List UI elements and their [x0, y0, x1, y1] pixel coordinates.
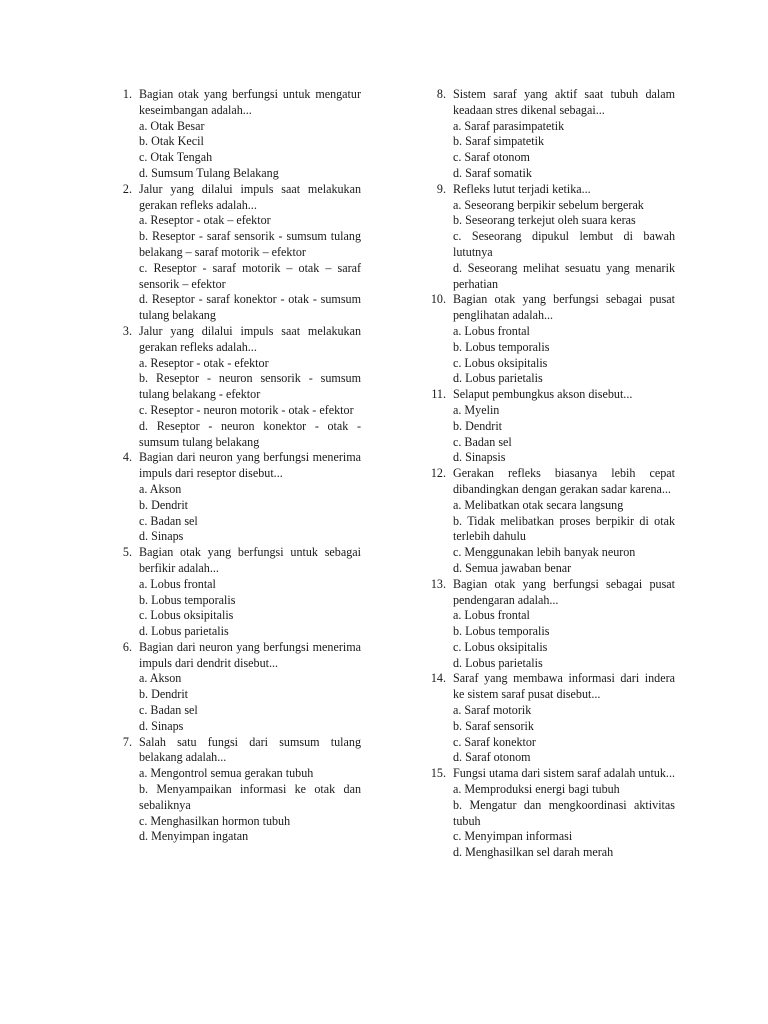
answer-option: a. Otak Besar: [139, 118, 205, 133]
left-question-column: [109, 87, 361, 845]
answer-option: d. Semua jawaban benar: [453, 560, 572, 575]
answer-option: b. Lobus temporalis: [139, 592, 236, 607]
question-number: 7.: [122, 734, 132, 749]
question-number: 1.: [122, 87, 132, 101]
answer-option: a. Memproduksi energi bagi tubuh: [453, 782, 620, 797]
question-number: 8.: [436, 87, 446, 101]
answer-option: d. Sinaps: [139, 718, 184, 733]
question-text: Jalur yang dilalui impuls saat melakukan gerakan refleks adalah...: [139, 181, 361, 212]
answer-option: a. Saraf motorik: [453, 703, 532, 718]
question-item: [423, 387, 675, 466]
question-number: 2.: [122, 181, 132, 196]
answer-option: b. Lobus temporalis: [453, 339, 550, 354]
answer-option: d. Sinaps: [139, 529, 184, 544]
answer-option: c. Reseptor - saraf motorik – otak – saraf sensorik – efektor: [139, 260, 361, 291]
question-number: 13.: [430, 576, 446, 591]
answer-option: c. Seseorang dipukul lembut di bawah lututnya: [453, 229, 675, 259]
answer-option: c. Lobus oksipitalis: [139, 608, 234, 623]
question-text: Gerakan refleks biasanya lebih cepat dibandingkan dengan gerakan sadar karena...: [453, 466, 675, 496]
answer-option: c. Saraf otonom: [453, 150, 530, 165]
answer-option: c. Badan sel: [139, 513, 198, 528]
question-text: Refleks lutut terjadi ketika...: [453, 181, 591, 196]
answer-option: b. Menyampaikan informasi ke otak dan sebaliknya: [139, 782, 361, 812]
question-number: 12.: [430, 466, 446, 481]
question-text: Selaput pembungkus akson disebut...: [453, 387, 633, 402]
question-item: [109, 640, 361, 735]
answer-option: d. Menyimpan ingatan: [139, 829, 249, 844]
answer-option: b. Saraf sensorik: [453, 718, 534, 733]
answer-option: b. Otak Kecil: [139, 134, 204, 149]
question-text: Bagian otak yang berfungsi untuk sebagai berfikir adalah...: [139, 545, 361, 575]
answer-option: c. Reseptor - neuron motorik - otak - efektor: [139, 402, 354, 417]
answer-option: c. Lobus oksipitalis: [453, 355, 548, 370]
answer-option: a. Reseptor - otak - efektor: [139, 355, 269, 370]
answer-option: b. Dendrit: [139, 687, 189, 702]
question-text: Bagian otak yang berfungsi sebagai pusat penglihatan adalah...: [453, 292, 675, 323]
answer-option: d. Saraf somatik: [453, 165, 532, 180]
question-item: [423, 766, 675, 861]
question-text: Bagian dari neuron yang berfungsi menerima impuls dari reseptor disebut...: [139, 450, 361, 481]
answer-option: a. Lobus frontal: [453, 608, 530, 623]
answer-option: a. Reseptor - otak – efektor: [139, 213, 271, 228]
question-item: [109, 735, 361, 846]
question-item: [423, 292, 675, 387]
question-text: Bagian otak yang berfungsi sebagai pusat pendengaran adalah...: [453, 576, 675, 607]
question-text: Salah satu fungsi dari sumsum tulang belakang adalah...: [139, 734, 361, 765]
question-item: [109, 182, 361, 324]
answer-option: a. Melibatkan otak secara langsung: [453, 497, 624, 512]
answer-option: d. Lobus parietalis: [453, 655, 543, 670]
question-item: [109, 324, 361, 450]
answer-option: a. Lobus frontal: [139, 576, 216, 591]
answer-option: d. Sumsum Tulang Belakang: [139, 165, 279, 180]
question-text: Saraf yang membawa informasi dari indera ke sistem saraf pusat disebut...: [453, 671, 675, 702]
answer-option: b. Dendrit: [453, 418, 503, 433]
answer-option: c. Menyimpan informasi: [453, 829, 573, 844]
answer-option: c. Otak Tengah: [139, 150, 213, 165]
question-number: 9.: [436, 181, 446, 196]
answer-option: d. Sinapsis: [453, 450, 506, 465]
answer-option: c. Saraf konektor: [453, 734, 536, 749]
question-number: 3.: [122, 323, 132, 338]
right-question-column: [423, 87, 675, 861]
answer-option: a. Lobus frontal: [453, 323, 530, 338]
question-number: 15.: [430, 766, 446, 781]
answer-option: d. Lobus parietalis: [453, 371, 543, 386]
answer-option: c. Lobus oksipitalis: [453, 639, 548, 654]
answer-option: b. Dendrit: [139, 497, 189, 512]
answer-option: d. Seseorang melihat sesuatu yang menarik perhatian: [453, 260, 675, 291]
question-item: [423, 182, 675, 293]
question-number: 10.: [430, 292, 446, 307]
answer-option: c. Menghasilkan hormon tubuh: [139, 813, 291, 828]
answer-option: b. Tidak melibatkan proses berpikir di otak terlebih dahulu: [453, 513, 675, 544]
answer-option: a. Mengontrol semua gerakan tubuh: [139, 766, 314, 781]
question-item: [423, 671, 675, 766]
question-item: [423, 577, 675, 672]
answer-option: d. Menghasilkan sel darah merah: [453, 845, 614, 860]
question-number: 11.: [431, 387, 446, 402]
question-item: [423, 87, 675, 182]
question-item: [109, 450, 361, 545]
question-text: Sistem saraf yang aktif saat tubuh dalam keadaan stres dikenal sebagai...: [453, 87, 675, 117]
question-item: [109, 87, 361, 182]
answer-option: c. Menggunakan lebih banyak neuron: [453, 545, 636, 560]
answer-option: c. Badan sel: [453, 434, 512, 449]
question-item: [109, 545, 361, 640]
question-number: 4.: [122, 450, 132, 465]
question-item: [423, 466, 675, 577]
question-number: 14.: [430, 671, 446, 686]
question-text: Jalur yang dilalui impuls saat melakukan gerakan refleks adalah...: [139, 323, 361, 354]
answer-option: d. Lobus parietalis: [139, 624, 229, 639]
answer-option: a. Myelin: [453, 402, 500, 417]
answer-option: b. Lobus temporalis: [453, 624, 550, 639]
question-text: Fungsi utama dari sistem saraf adalah untuk...: [453, 766, 676, 781]
answer-option: b. Saraf simpatetik: [453, 134, 545, 149]
answer-option: b. Reseptor - neuron sensorik - sumsum tulang belakang - efektor: [139, 371, 361, 402]
answer-option: a. Akson: [139, 671, 182, 686]
answer-option: c. Badan sel: [139, 703, 198, 718]
question-number: 5.: [122, 545, 132, 560]
answer-option: b. Seseorang terkejut oleh suara keras: [453, 213, 636, 228]
answer-option: d. Reseptor - neuron konektor - otak - sumsum tulang belakang: [139, 418, 361, 449]
answer-option: b. Reseptor - saraf sensorik - sumsum tulang belakang – saraf motorik – efektor: [139, 229, 361, 259]
answer-option: d. Saraf otonom: [453, 750, 531, 765]
question-number: 6.: [122, 639, 132, 654]
answer-option: a. Seseorang berpikir sebelum bergerak: [453, 197, 644, 212]
answer-option: a. Saraf parasimpatetik: [453, 118, 565, 133]
answer-option: a. Akson: [139, 481, 182, 496]
answer-option: d. Reseptor - saraf konektor - otak - sumsum tulang belakang: [139, 292, 361, 323]
answer-option: b. Mengatur dan mengkoordinasi aktivitas tubuh: [453, 797, 675, 828]
question-text: Bagian otak yang berfungsi untuk mengatur keseimbangan adalah...: [139, 87, 361, 117]
question-text: Bagian dari neuron yang berfungsi menerima impuls dari dendrit disebut...: [139, 639, 361, 670]
